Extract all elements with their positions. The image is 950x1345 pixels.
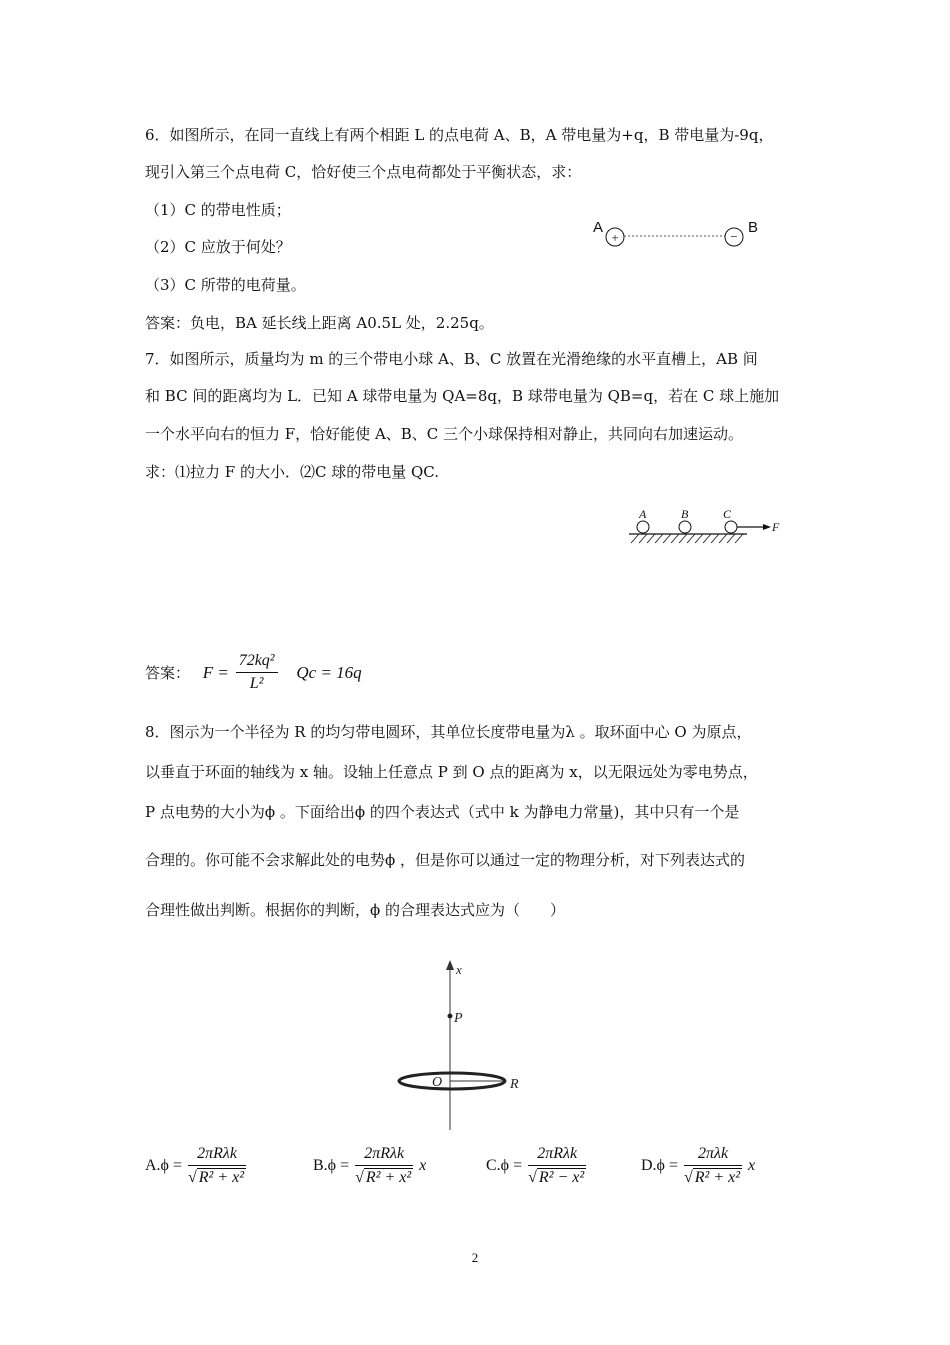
q8-option-c-prefix: C.ϕ = — [486, 1157, 523, 1174]
q7-answer-f-lhs: F = — [202, 662, 229, 682]
q8-option-d-prefix: D.ϕ = — [641, 1157, 678, 1174]
q8-option-b-suffix: x — [419, 1157, 427, 1174]
q8-option-b-denominator: R² + x² — [365, 1169, 412, 1186]
q6-sign-b: − — [730, 229, 738, 244]
q7-line-4: 求：⑴拉力 F 的大小．⑵C 球的带电量 QC. — [145, 463, 439, 481]
q8-line-2: 以垂直于环面的轴线为 x 轴。设轴上任意点 P 到 O 点的距离为 x，以无限远处为零电势点， — [145, 763, 758, 781]
q7-line-3: 一个水平向右的恒力 F，恰好能使 A、B、C 三个小球保持相对静止，共同向右加速运动。 — [145, 425, 744, 443]
q6-sub-3: （3）C 所带的电荷量。 — [145, 276, 306, 294]
q8-label-p: P — [454, 1011, 463, 1026]
q8-option-c-denominator-wrap: √ R² − x² — [528, 1169, 585, 1186]
q7-line-2: 和 BC 间的距离均为 L．已知 A 球带电量为 QA=8q，B 球带电量为 QB=q，若在 C 球上施加 — [145, 387, 780, 405]
q8-line-4: 合理的。你可能不会求解此处的电势ϕ ，但是你可以通过一定的物理分析，对下列表达式的 — [145, 851, 745, 869]
q8-option-d-suffix: x — [748, 1157, 756, 1174]
q8-line-1: 8．图示为一个半径为 R 的均匀带电圆环，其单位长度带电量为λ 。取环面中心 O 为原点， — [145, 723, 752, 741]
q7-answer-f-denominator: L² — [249, 675, 264, 692]
q8-label-x: x — [456, 962, 462, 977]
q7-answer-label: 答案： — [145, 664, 191, 682]
q8-line-3: P 点电势的大小为ϕ 。下面给出ϕ 的四个表达式（式中 k 为静电力常量)，其中只有一个是 — [145, 803, 740, 821]
q8-option-b-prefix: B.ϕ = — [313, 1157, 350, 1174]
q6-line-1: 6．如图所示，在同一直线上有两个相距 L 的点电荷 A、B，A 带电量为+q，B 带电量为-9q， — [145, 126, 774, 144]
q8-option-b[interactable] — [313, 1145, 426, 1187]
q8-option-b-denominator-wrap: √ R² + x² — [355, 1169, 412, 1186]
q8-option-c-numerator: 2πRλk — [528, 1145, 586, 1166]
q6-line-2: 现引入第三个点电荷 C，恰好使三个点电荷都处于平衡状态，求： — [145, 163, 582, 181]
q8-point-p — [448, 1014, 453, 1019]
q8-option-c-fraction — [528, 1145, 586, 1187]
q8-option-c-denominator: R² − x² — [538, 1169, 585, 1186]
q8-option-a-denominator-wrap: √ R² + x² — [188, 1169, 245, 1186]
q8-option-a[interactable] — [145, 1145, 248, 1187]
q6-figure — [585, 212, 765, 252]
q8-option-c[interactable] — [486, 1145, 588, 1187]
q8-option-a-prefix: A.ϕ = — [145, 1157, 182, 1174]
q7-label-f: F — [772, 520, 780, 534]
q8-option-b-numerator: 2πRλk — [355, 1145, 413, 1166]
q7-label-a: A — [639, 507, 647, 521]
q6-label-a: A — [593, 219, 604, 236]
q8-option-a-fraction — [188, 1145, 246, 1187]
q7-ball-c — [725, 521, 737, 533]
q7-answer-f-numerator: 72kq² — [236, 652, 278, 673]
q8-option-a-numerator: 2πRλk — [188, 1145, 246, 1166]
q8-option-a-denominator: R² + x² — [198, 1169, 245, 1186]
q6-label-b: B — [748, 219, 759, 236]
q7-answer-q: Qc = 16q — [296, 662, 362, 682]
q7-label-b: B — [681, 507, 689, 521]
q6-sub-1: （1）C 的带电性质； — [145, 201, 291, 219]
q7-answer-f-fraction — [236, 652, 278, 693]
q6-sub-2: （2）C 应放于何处？ — [145, 238, 291, 256]
q7-answer — [145, 652, 362, 693]
q7-line-1: 7．如图所示，质量均为 m 的三个带电小球 A、B、C 放置在光滑绝缘的水平直槽上，AB 间 — [145, 350, 758, 368]
page-number: 2 — [471, 1250, 479, 1265]
q8-line-5: 合理性做出判断。根据你的判断，ϕ 的合理表达式应为（ ） — [145, 901, 565, 919]
q7-ball-b — [679, 521, 691, 533]
q8-option-d-numerator: 2πλk — [684, 1145, 742, 1166]
q8-ring-figure — [380, 950, 560, 1135]
q8-option-d-denominator: R² + x² — [694, 1169, 741, 1186]
q8-option-d-denominator-wrap: √ R² + x² — [684, 1169, 741, 1186]
q8-label-r: R — [510, 1077, 519, 1092]
q6-sign-a: + — [611, 230, 619, 245]
q8-option-d[interactable] — [641, 1145, 755, 1187]
q7-ball-a — [637, 521, 649, 533]
q7-figure — [625, 505, 785, 550]
q7-label-c: C — [723, 507, 732, 521]
q6-answer: 答案：负电，BA 延长线上距离 A0.5L 处，2.25q。 — [145, 314, 494, 332]
q8-option-d-fraction — [684, 1145, 742, 1187]
q8-label-o: O — [432, 1075, 443, 1090]
q8-option-b-fraction — [355, 1145, 413, 1187]
